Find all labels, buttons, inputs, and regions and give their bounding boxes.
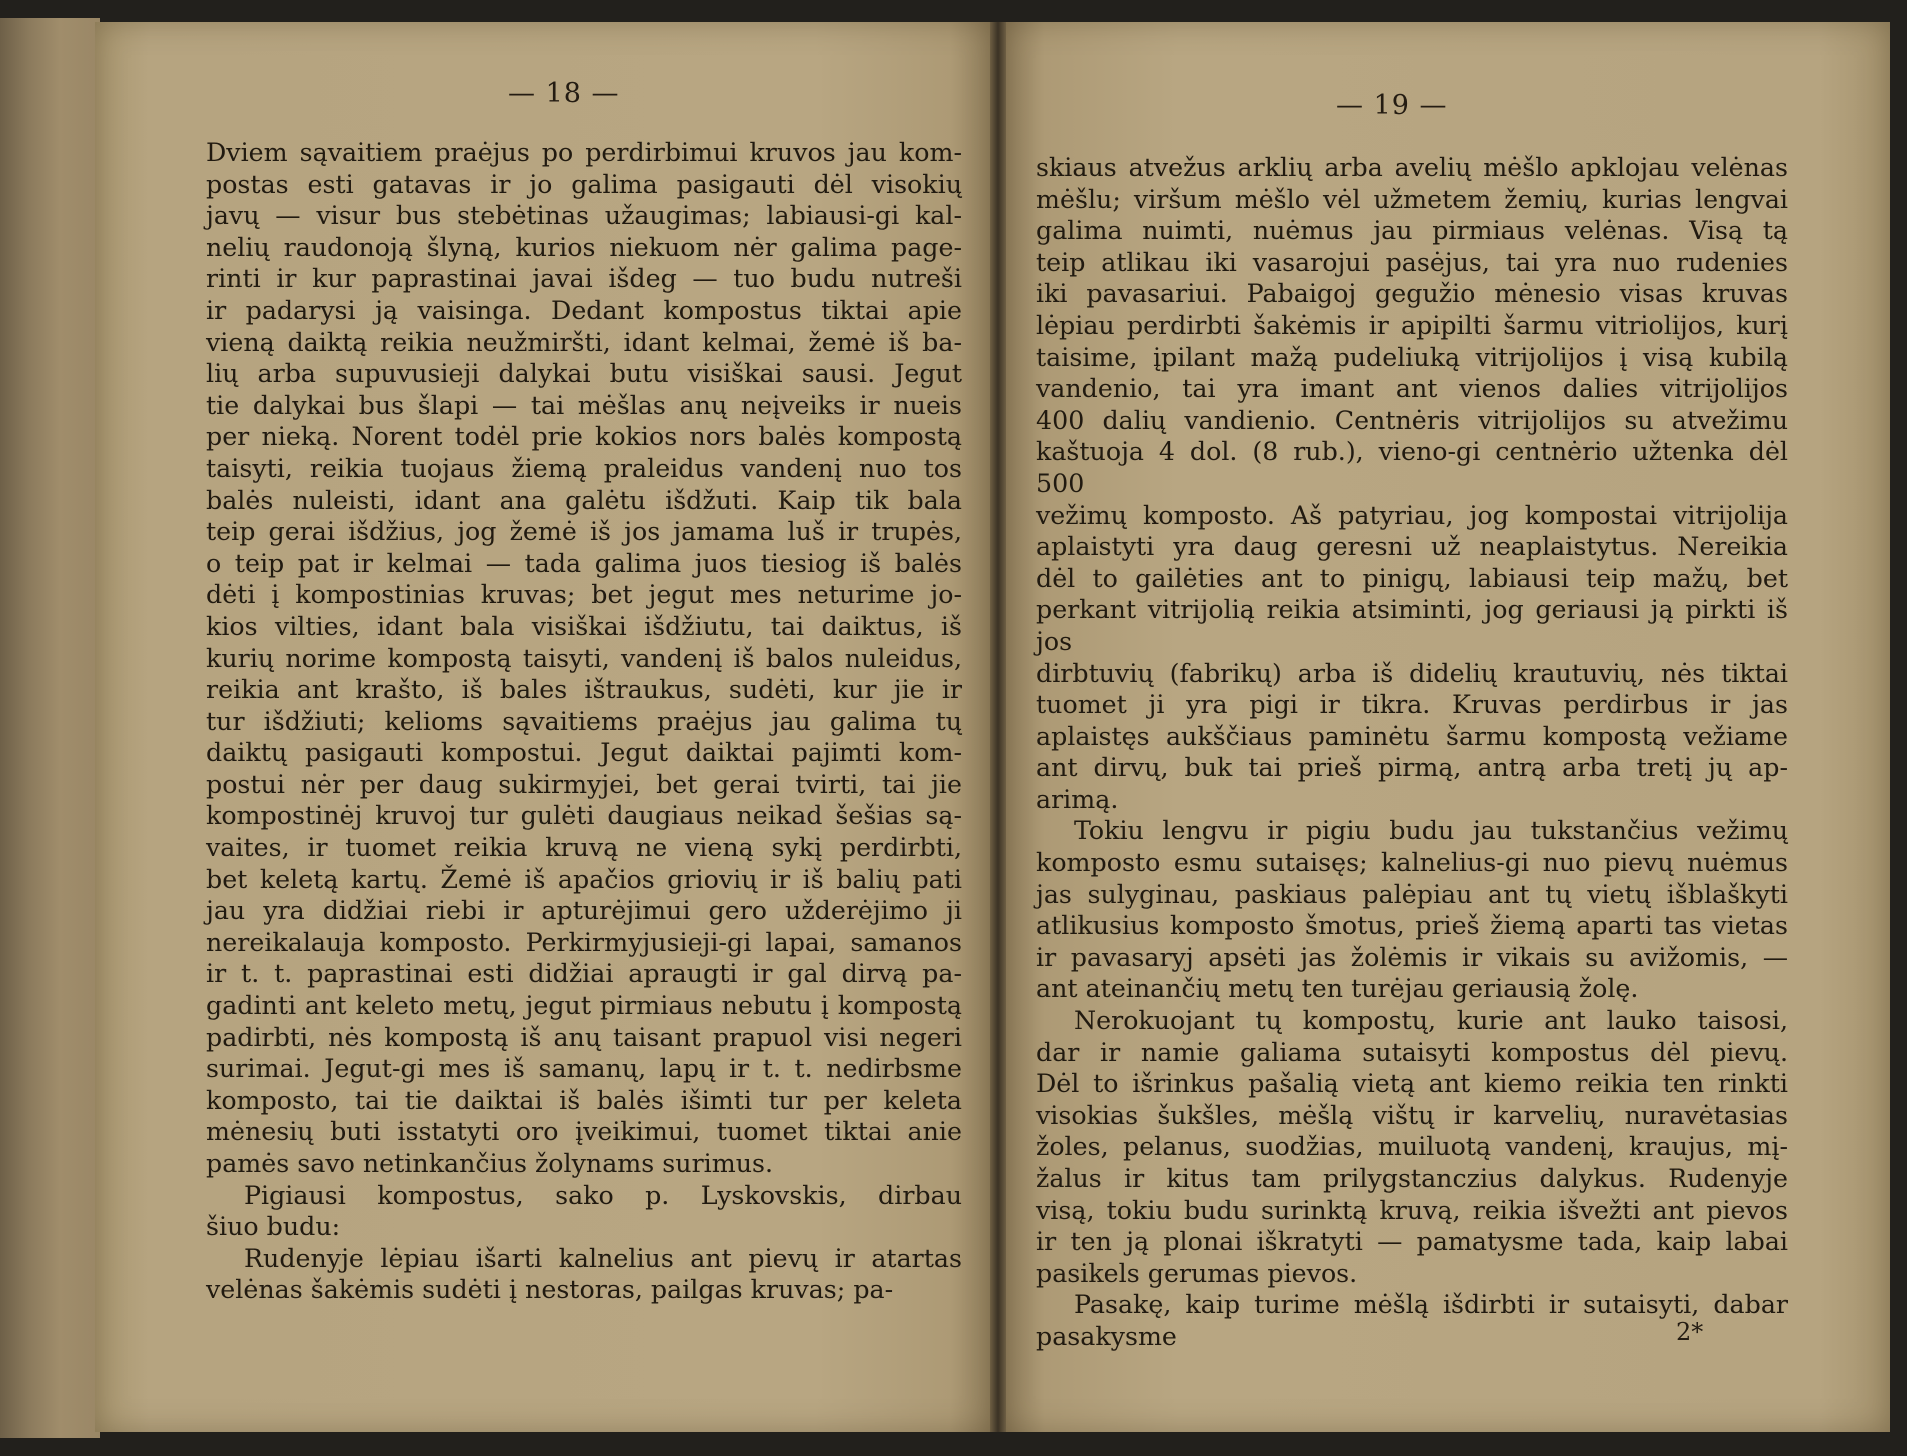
text-line: nereikalauja komposto. Perkirmyjusieji-gi lapai, samanos (206, 927, 962, 957)
text-line: dėl to gailėties ant to pinigų, labiausi teip mažų, bet (1036, 563, 1788, 593)
text-line: galima nuimti, nuėmus jau pirmiaus velėnas. Visą tą (1036, 216, 1788, 246)
left-page-text (206, 137, 962, 1306)
text-line: arimą. (1036, 784, 1119, 814)
text-line: dėti į kompostinias kruvas; bet jegut mes neturime jo- (206, 580, 962, 610)
right-page-text (1036, 152, 1788, 1353)
left-page-number: — 18 — (508, 78, 620, 109)
text-line: tur išdžiuti; kelioms sąvaitiems praėjus jau galima tų (206, 706, 962, 736)
right-page-number: — 19 — (1336, 90, 1448, 121)
text-line: gadinti ant keleto metų, jegut pirmiaus nebutu į kompostą (206, 991, 962, 1021)
text-line: pamės savo netinkančius žolynams surimus. (206, 1149, 774, 1178)
text-line: žoles, pelanus, suodžias, muiluotą vandenį, kraujus, mį- (1036, 1132, 1788, 1162)
text-line: mėšlu; viršum mėšlo vėl užmetem žemių, kurias lengvai (1036, 184, 1788, 214)
page-stack-edge (0, 18, 100, 1438)
text-line: javų — visur bus stebėtinas užaugimas; labiausi-gi kal- (206, 201, 962, 231)
text-line: dar ir namie galiama sutaisyti kompostus dėl pievų. (1036, 1037, 1788, 1067)
text-line: kios vilties, idant bala visiškai išdžiutu, tai daiktus, iš (206, 611, 962, 641)
text-line: ir t. t. paprastinai esti didžiai apraugti ir gal dirvą pa- (206, 959, 962, 989)
text-line: šiuo budu: (206, 1212, 341, 1242)
right-page-paragraph (1036, 152, 1788, 815)
text-line: pasikels gerumas pievos. (1036, 1258, 1358, 1288)
text-line: iki pavasariui. Pabaigoj gegužio mėnesio visas kruvas (1036, 279, 1788, 309)
left-page-paragraph (206, 1243, 962, 1306)
text-line: kaštuoja 4 dol. (8 rub.), vieno-gi centnėrio užtenka dėl 500 (1036, 437, 1788, 498)
text-line: balės nuleisti, idant ana galėtu išdžuti. Kaip tik bala (206, 485, 962, 515)
left-page-paragraph (206, 1180, 962, 1243)
text-line: perkant vitrijolią reikia atsiminti, jog geriausi ją pirkti iš jos (1036, 595, 1788, 656)
text-line: kompostinėj kruvoj tur gulėti daugiaus neikad šešias są- (206, 801, 962, 831)
text-line: atlikusius komposto šmotus, prieš žiemą aparti tas vietas (1036, 911, 1788, 941)
text-line: lėpiau perdirbti šakėmis ir apipilti šarmu vitriolijos, kurį (1036, 310, 1788, 340)
text-line: komposto esmu sutaisęs; kalnelius-gi nuo pievų nuėmus (1036, 848, 1788, 878)
text-line: teip atlikau iki vasarojui pasėjus, tai yra nuo rudenies (1036, 247, 1788, 277)
text-line: Dviem sąvaitiem praėjus po perdirbimui kruvos jau kom- (206, 138, 962, 167)
text-line: Pigiausi kompostus, sako p. Lyskovskis, dirbau (244, 1180, 962, 1210)
text-line: rinti ir kur paprastinai javai išdeg — tuo budu nutreši (206, 264, 962, 294)
text-line: aplaistyti yra daug geresni už neaplaistytus. Nereikia (1036, 532, 1788, 562)
text-line: jas sulyginau, paskiaus palėpiau ant tų vietų išblaškyti (1036, 879, 1788, 909)
text-line: postui nėr per daug sukirmyjei, bet gerai tvirti, tai jie (206, 769, 962, 799)
text-line: taisime, įpilant mažą pudeliuką vitrijolijos į visą kubilą (1036, 342, 1788, 372)
text-line: ir padarysi ją vaisinga. Dedant kompostus tiktai apie (206, 295, 962, 325)
text-line: 400 dalių vandienio. Centnėris vitrijolijos su atvežimu (1036, 405, 1788, 435)
text-line: mėnesių buti isstatyti oro įveikimui, tuomet tiktai anie (206, 1117, 962, 1147)
text-line: visokias šukšles, mėšlą vištų ir karvelių, nuravėtasias (1036, 1100, 1788, 1130)
text-line: ant ateinančių metų ten turėjau geriausią žolę. (1036, 974, 1639, 1004)
text-line: Rudenyje lėpiau išarti kalnelius ant pievų ir atartas (244, 1243, 962, 1273)
text-line: bet keletą kartų. Žemė iš apačios griovių ir iš balių pati (206, 864, 962, 894)
text-line: per nieką. Norent todėl prie kokios nors balės kompostą (206, 422, 962, 452)
text-line: kurių norime kompostą taisyti, vandenį iš balos nuleidus, (206, 643, 962, 673)
text-line: aplaistęs aukščiaus paminėtu šarmu kompostą vežiame (1036, 721, 1788, 751)
text-line: tuomet ji yra pigi ir tikra. Kruvas perdirbus ir jas (1036, 690, 1788, 720)
text-line: teip gerai išdžius, jog žemė iš jos jamama luš ir trupės, (206, 517, 962, 547)
text-line: vežimų komposto. Aš patyriau, jog kompostai vitrijolija (1036, 500, 1788, 530)
text-line: žalus ir kitus tam prilygstanczius dalykus. Rudenyje (1036, 1164, 1788, 1193)
text-line: surimai. Jegut-gi mes iš samanų, lapų ir t. t. nedirbsme (206, 1054, 962, 1084)
text-line: o teip pat ir kelmai — tada galima juos tiesiog iš balės (206, 548, 962, 578)
text-line: Pasakę, kaip turime mėšlą išdirbti ir sutaisyti, dabar (1074, 1290, 1788, 1320)
text-line: ir pavasaryj apsėti jas žolėmis ir vikais su avižomis, — (1036, 942, 1788, 972)
text-line: Dėl to išrinkus pašalią vietą ant kiemo reikia ten rinkti (1036, 1069, 1788, 1099)
signature-mark: 2* (1676, 1318, 1704, 1346)
text-line: reikia ant krašto, iš bales ištraukus, sudėti, kur jie ir (206, 675, 962, 705)
text-line: Tokiu lengvu ir pigiu budu jau tukstančius vežimų (1074, 816, 1788, 846)
text-line: dirbtuvių (fabrikų) arba iš didelių krautuvių, nės tiktai (1036, 658, 1788, 688)
text-line: daiktų pasigauti kompostui. Jegut daiktai pajimti kom- (206, 738, 962, 768)
text-line: tie dalykai bus šlapi — tai mėšlas anų neįveiks ir nueis (206, 390, 962, 420)
left-page-paragraph (206, 137, 962, 1180)
text-line: postas esti gatavas ir jo galima pasigauti dėl visokių (206, 169, 962, 199)
text-line: jau yra didžiai riebi ir apturėjimui gero užderėjimo ji (206, 896, 962, 926)
text-line: ant dirvų, buk tai prieš pirmą, antrą arba tretį jų ap- (1036, 753, 1788, 783)
right-page-paragraph (1036, 1005, 1788, 1289)
right-page-paragraph (1036, 815, 1788, 1005)
text-line: pasakysme (1036, 1321, 1177, 1351)
text-line: vandenio, tai yra imant ant vienos dalies vitrijolijos (1036, 374, 1788, 404)
text-line: taisyti, reikia tuojaus žiemą praleidus vandenį nuo tos (206, 453, 962, 483)
text-line: vieną daiktą reikia neužmiršti, idant kelmai, žemė iš ba- (206, 327, 962, 357)
text-line: Nerokuojant tų kompostų, kurie ant lauko taisosi, (1074, 1006, 1788, 1036)
text-line: velėnas šakėmis sudėti į nestoras, pailgas kruvas; pa- (206, 1275, 894, 1305)
text-line: vaites, ir tuomet reikia kruvą ne vieną sykį perdirbti, (206, 833, 962, 863)
text-line: visą, tokiu budu surinktą kruvą, reikia išvežti ant pievos (1036, 1195, 1788, 1225)
book-gutter (990, 22, 1006, 1432)
text-line: skiaus atvežus arklių arba avelių mėšlo apklojau velėnas (1036, 153, 1788, 182)
text-line: lių arba supuvusieji dalykai butu visiškai sausi. Jegut (206, 359, 962, 389)
text-line: nelių raudonoją šlyną, kurios niekuom nėr galima page- (206, 232, 962, 262)
text-line: komposto, tai tie daiktai iš balės išimti tur per keleta (206, 1085, 962, 1115)
text-line: ir ten ją plonai iškratyti — pamatysme tada, kaip labai (1036, 1227, 1788, 1257)
text-line: padirbti, nės kompostą iš anų taisant prapuol visi negeri (206, 1022, 962, 1052)
